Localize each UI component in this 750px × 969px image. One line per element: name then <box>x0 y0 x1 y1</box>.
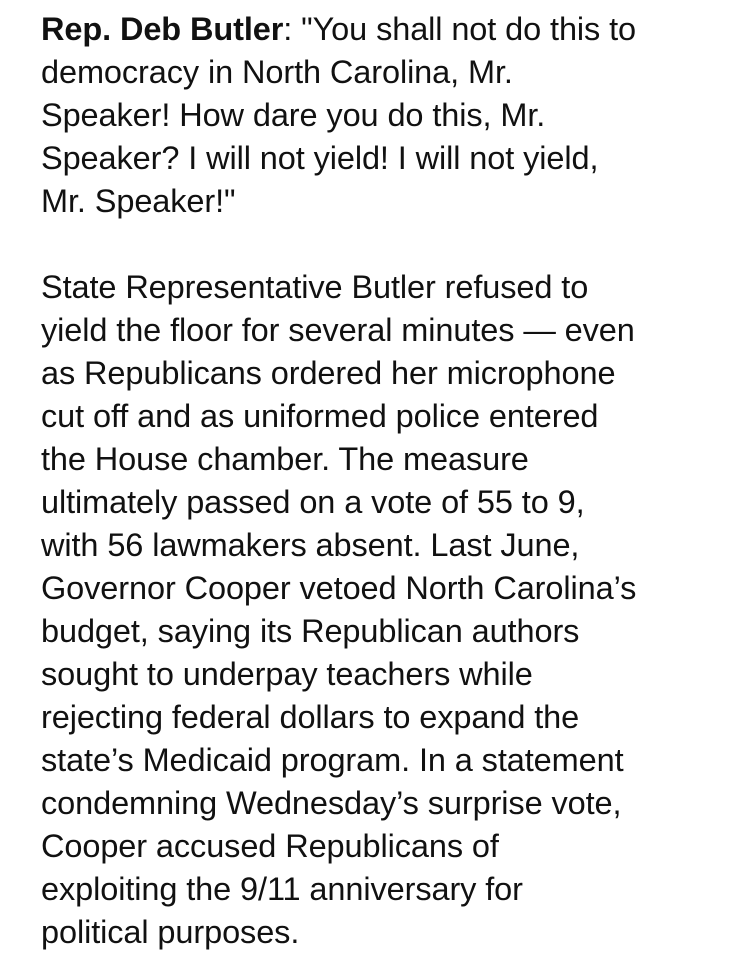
body-line: political purposes. <box>41 914 300 950</box>
body-line: rejecting federal dollars to expand the <box>41 699 580 735</box>
body-line: condemning Wednesday’s surprise vote, <box>41 785 622 821</box>
quote-line-2: democracy in North Carolina, Mr. <box>41 54 513 90</box>
speaker-name: Rep. Deb Butler <box>41 11 284 47</box>
quote-line-1 <box>41 8 741 51</box>
quote-line-3: Speaker! How dare you do this, Mr. <box>41 97 546 133</box>
quote-paragraph <box>41 8 741 223</box>
body-line: ultimately passed on a vote of 55 to 9, <box>41 484 585 520</box>
body-line: state’s Medicaid program. In a statement <box>41 742 624 778</box>
body-line: yield the floor for several minutes — even <box>41 312 635 348</box>
body-line: with 56 lawmakers absent. Last June, <box>41 527 580 563</box>
body-paragraph <box>41 266 741 954</box>
note-document <box>41 8 741 954</box>
body-line: Cooper accused Republicans of <box>41 828 499 864</box>
body-line: budget, saying its Republican authors <box>41 613 580 649</box>
body-line: State Representative Butler refused to <box>41 269 589 305</box>
quote-line-4: Speaker? I will not yield! I will not yield, <box>41 140 599 176</box>
body-line: exploiting the 9/11 anniversary for <box>41 871 523 907</box>
body-line: sought to underpay teachers while <box>41 656 533 692</box>
body-line: cut off and as uniformed police entered <box>41 398 599 434</box>
speaker-separator: : <box>283 11 302 47</box>
body-line: the House chamber. The measure <box>41 441 529 477</box>
body-line: as Republicans ordered her microphone <box>41 355 616 391</box>
body-line: Governor Cooper vetoed North Carolina’s <box>41 570 637 606</box>
quote-text-start: "You shall not do this to <box>301 11 637 47</box>
quote-line-5: Mr. Speaker!" <box>41 183 236 219</box>
paragraph-spacer <box>41 223 741 266</box>
